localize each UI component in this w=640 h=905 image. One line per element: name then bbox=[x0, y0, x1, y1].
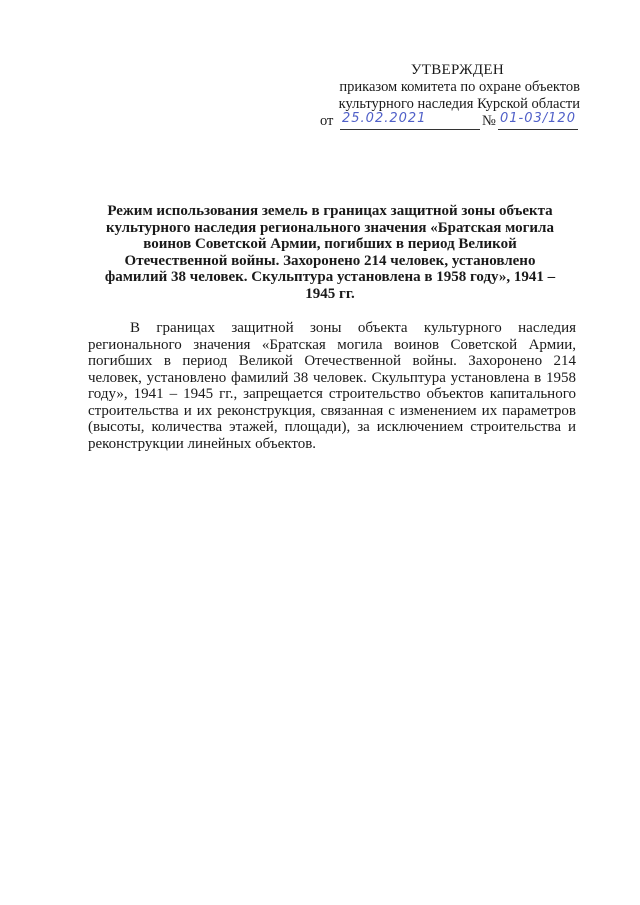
handwritten-number: 01-03/120 bbox=[500, 111, 576, 126]
approval-line-1: приказом комитета по охране объектов bbox=[339, 79, 580, 95]
approval-line-2: культурного наследия Курской области bbox=[338, 96, 580, 112]
approval-heading: УТВЕРЖДЕН bbox=[410, 62, 504, 78]
number-field bbox=[498, 113, 578, 130]
approval-date-number-row bbox=[310, 113, 580, 131]
approval-block bbox=[310, 62, 580, 131]
body-paragraph: В границах защитной зоны объекта культурного наследия регионального значения «Братская могила воинов Советской Армии, погибших в период Великой Отечественной войны. Захоронено 214 человек, установлено фамилий 38 человек. Скульптура установлена в 1958 году», 1941 – 1945 гг., запрещается строительство объектов капитального строительства и их реконструкция, связанная с изменением их параметров (высоты, количества этажей, площади), за исключением строительства и реконструкции линейных объектов. bbox=[88, 320, 576, 452]
date-field bbox=[340, 113, 480, 130]
document-title: Режим использования земель в границах защитной зоны объекта культурного наследия регионального значения «Братская могила воинов Советской Армии, погибших в период Великой Отечественной войны. Захоронено 214 человек, установлено фамилий 38 человек. Скульптура установлена в 1958 году», 1941 – 1945 гг. bbox=[104, 203, 556, 302]
date-label: от bbox=[320, 113, 334, 129]
number-label: № bbox=[482, 113, 496, 129]
handwritten-date: 25.02.2021 bbox=[342, 111, 427, 126]
